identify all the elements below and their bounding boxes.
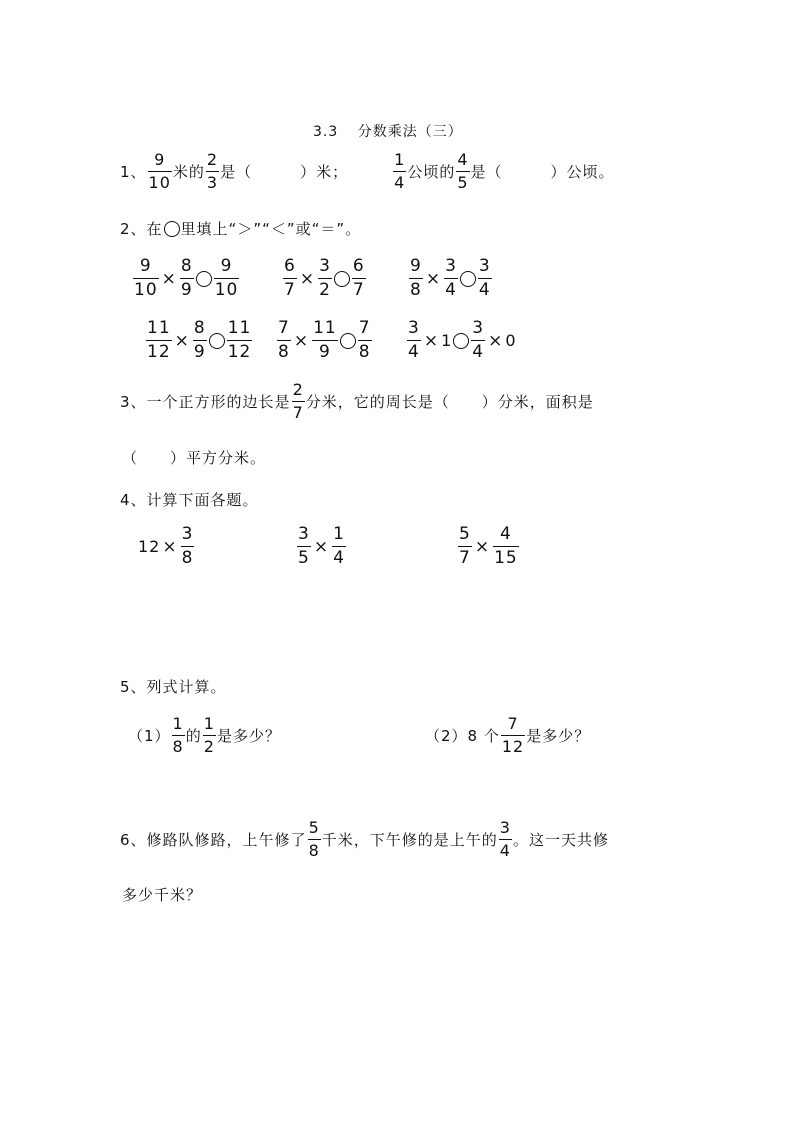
answer-circle[interactable]	[340, 333, 356, 349]
question-2: 2、在 里填上“＞”“＜”或“＝”。	[120, 220, 362, 238]
title-text: 分数乘法（三）	[357, 124, 463, 140]
fraction: $\frac{2}{7}$	[292, 380, 304, 422]
q1-label: 1、	[120, 163, 147, 181]
compare-item: $\frac{9}{8}$ × $\frac{3}{4}$ $\frac{3}{4}$	[410, 256, 491, 300]
fraction: $\frac{2}{3}$	[206, 150, 219, 192]
fraction: $\frac{1}{4}$	[394, 150, 406, 192]
calc-item: $\frac{5}{7}$ × $\frac{4}{15}$	[459, 524, 518, 568]
question-6: 6、 修路队修路，上午修了 $\frac{5}{8}$ 千米，下午修的是上午的 $\frac{3}{4}$ 。这一天共修	[120, 818, 609, 860]
calc-item: 12 × $\frac{3}{8}$	[138, 524, 194, 568]
compare-item: $\frac{3}{4}$ × 1 $\frac{3}{4}$ × 0	[408, 318, 517, 362]
question-1: 1、 $\frac{9}{10}$ 米的 $\frac{2}{3}$ 是（ ）米； $\frac{1}{4}$ 公顷的 $\frac{4}{5}$ 是（ ）公顷。	[120, 150, 615, 192]
calc-item: $\frac{3}{5}$ × $\frac{1}{4}$	[298, 524, 345, 568]
fraction: $\frac{4}{5}$	[457, 150, 469, 192]
question-6-continued: 多少千米？	[122, 886, 203, 904]
question-4: 4、计算下面各题。	[120, 491, 259, 509]
q6-label: 6、	[120, 831, 147, 849]
answer-circle[interactable]	[453, 333, 469, 349]
compare-item: $\frac{7}{8}$ × $\frac{11}{9}$ $\frac{7}{8}$	[278, 318, 371, 362]
q5-part-2: （2）8 个 $\frac{7}{12}$ 是多少？	[425, 714, 591, 756]
q3-label: 3、	[120, 393, 147, 411]
circle-blank-icon	[164, 221, 180, 237]
title-number: 3.3	[313, 124, 339, 140]
question-3-continued: （ ）平方分米。	[122, 449, 267, 467]
fraction: $\frac{9}{10}$	[148, 150, 171, 192]
compare-item: $\frac{11}{12}$ × $\frac{8}{9}$ $\frac{11}{12}$	[147, 318, 252, 362]
answer-circle[interactable]	[209, 333, 225, 349]
q2-label: 2、在	[120, 220, 163, 238]
answer-circle[interactable]	[334, 271, 350, 287]
q5-part-1: （1） $\frac{1}{8}$ 的 $\frac{1}{2}$ 是多少？	[128, 714, 281, 756]
answer-circle[interactable]	[196, 271, 212, 287]
compare-item: $\frac{6}{7}$ × $\frac{3}{2}$ $\frac{6}{7}$	[284, 256, 365, 300]
question-5: 5、列式计算。	[120, 678, 227, 696]
compare-item: $\frac{9}{10}$ × $\frac{8}{9}$ $\frac{9}{10}$	[134, 256, 239, 300]
page-title	[313, 121, 463, 141]
answer-circle[interactable]	[460, 271, 476, 287]
question-3: 3、 一个正方形的边长是 $\frac{2}{7}$ 分米，它的周长是（ ）分米，面积是	[120, 380, 594, 422]
